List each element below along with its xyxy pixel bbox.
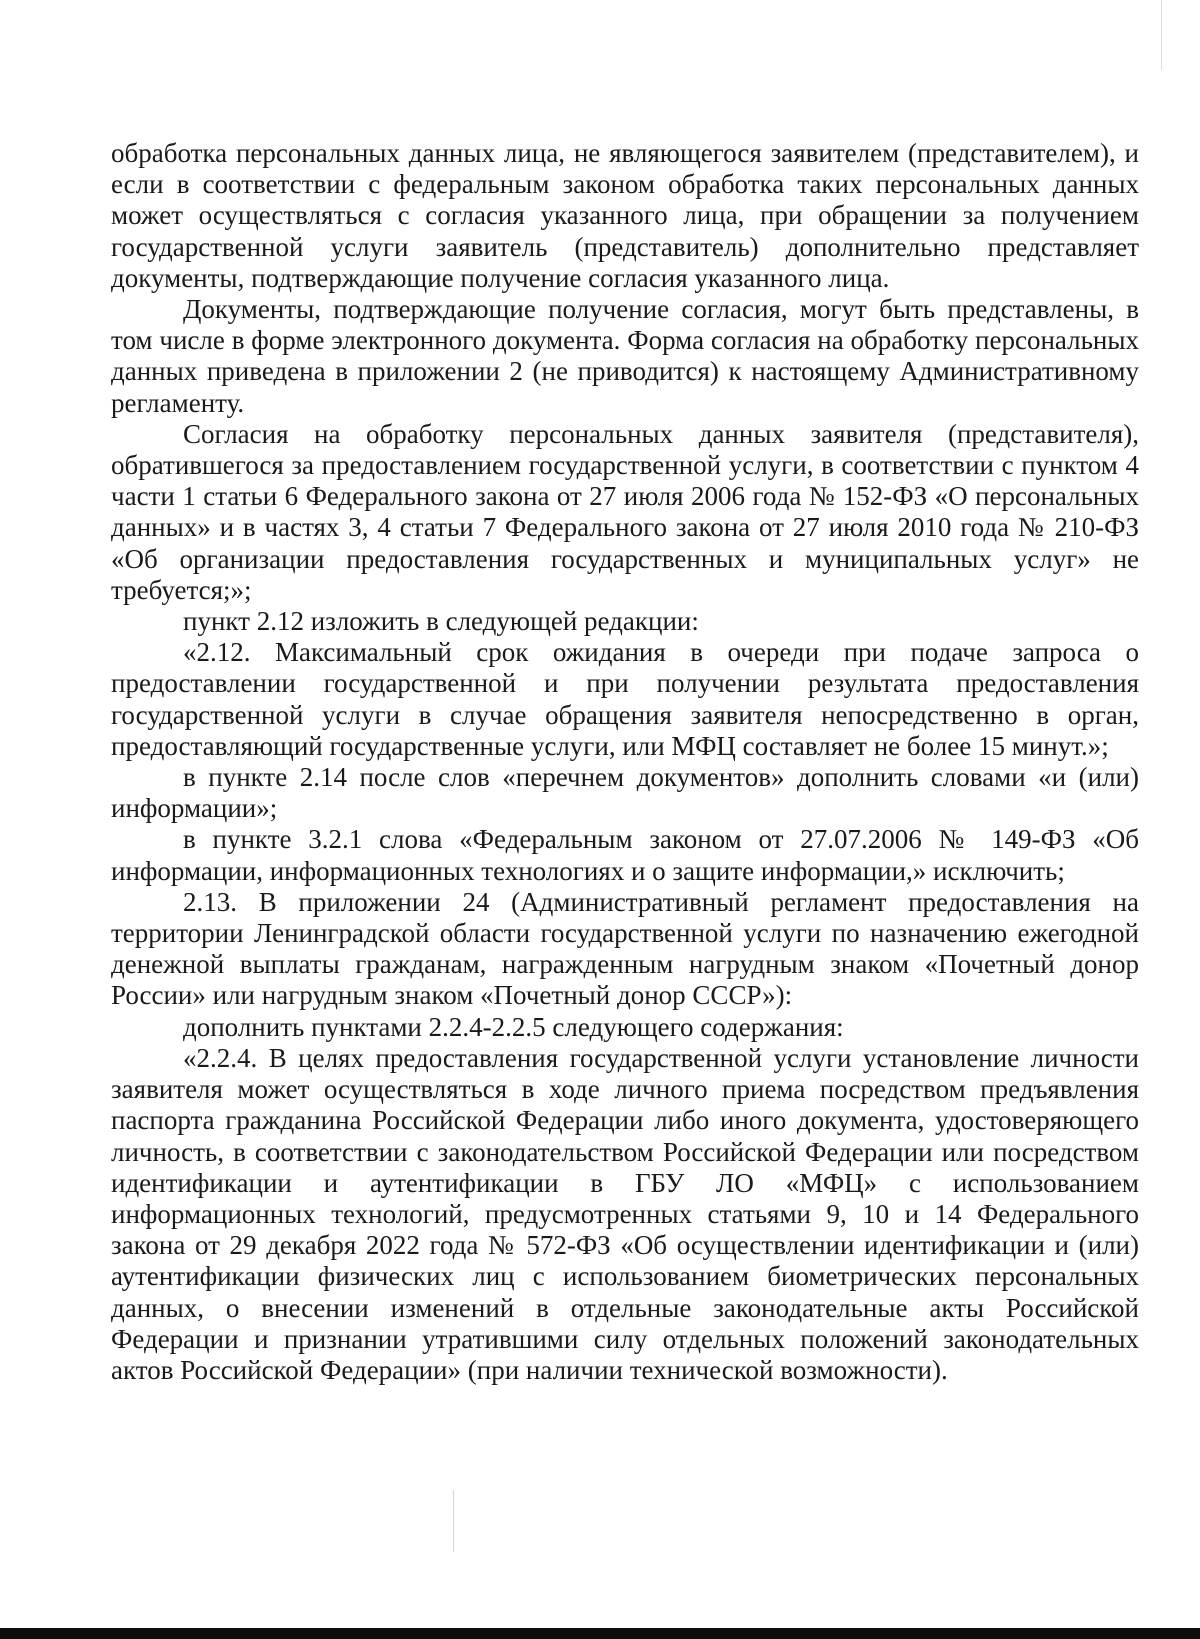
paragraph: «2.2.4. В целях предоставления государственной услуги установление личности заявителя может осуществляться в ходе личного приема посредством предъявления паспорта гражданина Российской Федерации либо иного документа, удостоверяющего личность, в соответствии с законодательством Российской Федерации или посредством идентификации и аутентификации в ГБУ ЛО «МФЦ» с использованием информационных технологий, предусмотренных статьями 9, 10 и 14 Федерального закона от 29 декабря 2022 года № 572-ФЗ «Об осуществлении идентификации и (или) аутентификации физических лиц с использованием биометрических персональных данных, о внесении изменений в отдельные законодательные акты Российской Федерации и признании утратившими силу отдельных положений законодательных актов Российской Федерации» (при наличии технической возможности). xyxy=(111,1042,1139,1385)
scan-mark xyxy=(1161,0,1162,70)
paragraph: в пункте 2.14 после слов «перечнем документов» дополнить словами «и (или) информации»; xyxy=(111,762,1139,824)
paragraph: Документы, подтверждающие получение согласия, могут быть представлены, в том числе в форме электронного документа. Форма согласия на обработку персональных данных приведена в приложении 2 (не приводится) к настоящему Административному регламенту. xyxy=(111,294,1139,418)
paragraph-continuation: обработка персональных данных лица, не являющегося заявителем (представителем), и если в соответствии с федеральным законом обработка таких персональных данных может осуществляться с согласия указанного лица, при обращении за получением государственной услуги заявитель (представитель) дополнительно представляет документы, подтверждающие получение согласия указанного лица. xyxy=(111,138,1139,293)
paragraph: пункт 2.12 изложить в следующей редакции: xyxy=(183,606,699,637)
paragraph: Согласия на обработку персональных данных заявителя (представителя), обратившегося за предоставлением государственной услуги, в соответствии с пунктом 4 части 1 статьи 6 Федерального закона от 27 июля 2006 года № 152-ФЗ «О персональных данных» и в частях 3, 4 статьи 7 Федерального закона от 27 июля 2010 года № 210-ФЗ «Об организации предоставления государственных и муниципальных услуг» не требуется;»; xyxy=(111,418,1139,605)
paragraph: 2.13. В приложении 24 (Административный регламент предоставления на территории Ленинградской области государственной услуги по назначению ежегодной денежной выплаты гражданам, награжденным нагрудным знаком «Почетный донор России» или нагрудным знаком «Почетный донор СССР»): xyxy=(111,886,1139,1011)
scan-mark xyxy=(453,1490,454,1552)
paragraph: дополнить пунктами 2.2.4-2.2.5 следующего содержания: xyxy=(183,1011,844,1042)
scan-border xyxy=(0,1628,1200,1639)
paragraph: в пункте 3.2.1 слова «Федеральным законом от 27.07.2006 № 149-ФЗ «Об информации, информационных технологиях и о защите информации,» исключить; xyxy=(111,824,1139,886)
paragraph: «2.12. Максимальный срок ожидания в очереди при подаче запроса о предоставлении государственной и при получении результата предоставления государственной услуги в случае обращения заявителя непосредственно в орган, предоставляющий государственные услуги, или МФЦ составляет не более 15 минут.»; xyxy=(111,637,1139,761)
document-body xyxy=(111,138,1139,1386)
